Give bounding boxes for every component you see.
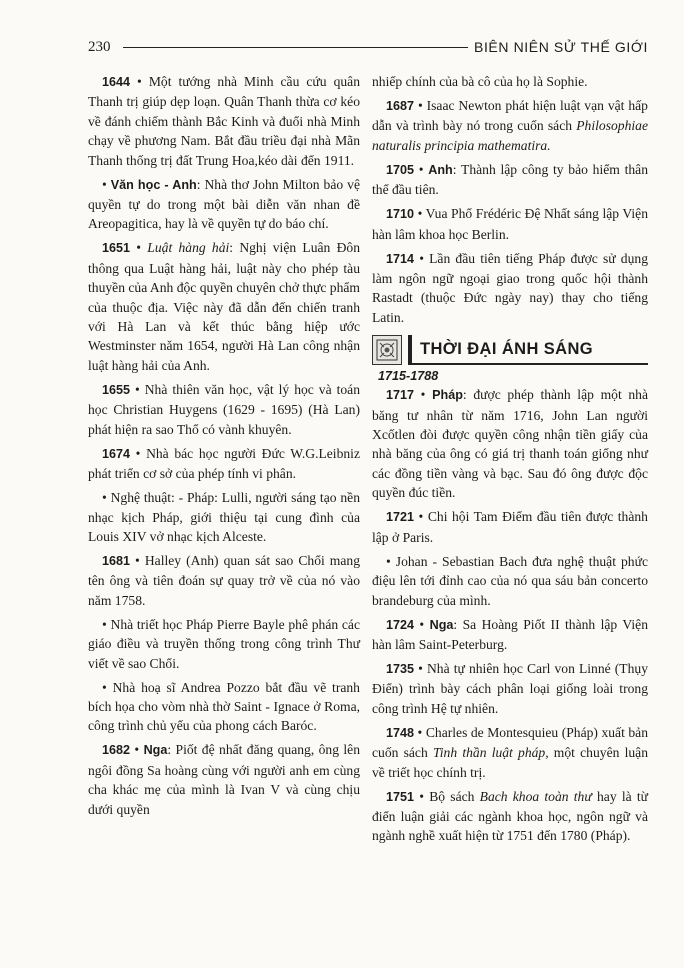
entry-year: 1721 [386,510,415,525]
timeline-entry [372,96,648,155]
entry-text: nhiếp chính của bà cô của họ là Sophie. [372,74,588,89]
entry-work-title: Bach khoa toàn thư [479,788,592,804]
entry-label: Anh [428,162,453,177]
bullet-separator: • [102,490,111,506]
bullet-separator: • [414,788,430,804]
bullet-separator: • [414,509,428,525]
section-heading [372,335,648,365]
entry-text: Nghệ thuật: - Pháp: Lulli, người sáng tạo nền nhạc kịch Pháp, giới thiệu tại cung đình của Louis XIV vở nhạc kịch Alceste. [88,490,360,544]
entry-text: Halley (Anh) quan sát sao Chổi mang tên ông và tiên đoán sự quay trở về của nó vào năm 1758. [88,552,361,608]
entry-text: Nhà tự nhiên học Carl von Linné (Thụy Điển) trình bày cách phân loại giống loài trong công trình Hệ tự nhiên. [372,660,648,716]
timeline-entry [88,238,360,375]
bullet-separator: • [386,553,396,569]
entry-text-tail: hay là từ điển luận giải các ngành khoa học, ngôn ngữ và ngành nghề xuất hiện từ 1751 đến 1780 (Pháp). [372,788,648,844]
bullet-separator: • [102,679,113,695]
entry-year: 1682 [102,743,131,758]
entry-text: Nhà hoạ sĩ Andrea Pozzo bắt đầu vẽ tranh bích họa cho vòm nhà thờ Saint - Ignace ở Roma, công trình chủ yếu của phong cách Baróc. [88,679,360,734]
timeline-entry [88,444,360,484]
timeline-entry [372,723,648,782]
entry-text: Một tướng nhà Minh cầu cứu quân Thanh trị giúp dẹp loạn. Quân Thanh thừa cơ kéo về đánh chiếm thành Bắc Kinh và đuổi nhà Minh chạy về phương Nam. Bắt đầu triều đại nhà Mãn Thanh thống trị đất Trung Hoa,kéo dài đến 1911. [88,74,360,168]
entry-year: 1687 [386,99,415,113]
timeline-entry [88,551,360,610]
timeline-entry [372,507,648,547]
timeline-entry [372,787,648,846]
entry-year: 1674 [102,446,131,461]
bullet-separator: • [130,742,144,758]
entry-text: Lần đầu tiên tiếng Pháp được sử dụng làm ngôn ngữ ngoại giao trong quốc hội thành Rastadt (thuộc Đức ngày nay) thay cho tiếng Latin. [372,250,648,325]
entry-text: : Thành lập công ty bảo hiểm thân thể đầu tiên. [372,161,648,198]
page-header [88,36,648,58]
timeline-entry [88,615,360,673]
entry-year: 1748 [386,725,415,740]
timeline-entry [372,659,648,718]
bullet-separator: • [414,387,433,403]
timeline-entry [88,72,360,170]
entry-text: Johan - Sebastian Bach đưa nghệ thuật phức điệu lên tới đỉnh cao của nó qua sáu bản concerto brandeburg của mình. [372,553,648,608]
timeline-entry [88,678,360,736]
entry-text: Chi hội Tam Điểm đầu tiên được thành lập ở Paris. [372,509,648,545]
entry-text: : Nhà thơ John Milton bảo vệ quyền tự do trong một bài diễn văn nhan đề Areopagitica, hay là về quyền tự do báo chí. [88,176,360,232]
entry-year: 1644 [102,75,131,89]
bullet-separator: • [102,616,111,632]
page-number: 230 [88,38,111,55]
entry-year: 1735 [386,661,415,676]
timeline-entry [88,740,360,819]
entry-label: Nga [429,617,454,632]
bullet-separator: • [414,250,430,266]
entry-year: 1714 [386,251,415,266]
entry-text: : Sa Hoàng Piốt II thành lập Viện hàn lâm Saint-Peterburg. [372,616,648,652]
ornament-icon [372,335,402,365]
entry-text: : Nghị viện Luân Đôn thông qua Luật hàng hải, luật này cho phép tàu thuyền của Anh độc quyền chuyên chở thực phẩm của thuộc địa. Việc này đã dẫn đến chiến tranh với Hà Lan và kết thúc bằng hiệp ước Westminster năm 1654, người Hà Lan công nhận luật hàng hải của Anh. [88,240,361,373]
bullet-separator: • [414,161,429,177]
bullet-separator: • [130,381,145,397]
timeline-entry [372,204,648,244]
entry-text: Nhà bác học người Đức W.G.Leibniz phát triển cơ sở của phép tính vi phân. [88,445,360,482]
running-title: BIÊN NIÊN SỬ THẾ GIỚI [474,39,648,55]
entry-label: Văn học - Anh [110,177,197,192]
bullet-separator: • [130,445,147,461]
bullet-separator: • [414,616,430,632]
entry-text: : được phép thành lập một nhà băng tư nhân từ năm 1716, John Lan người Xcốtlen đòi được quyền công nhận tiền giấy của nhà băng của ông có giá trị thanh toán giống như các đồng tiền vàng và bạc. Sau đó ông được độc quyền đúc tiền. [372,387,649,501]
timeline-entry [372,552,648,610]
entry-year: 1681 [102,553,131,568]
bullet-separator: • [130,552,145,568]
timeline-entry [372,249,648,328]
entry-text: Vua Phổ Frédéric Đệ Nhất sáng lập Viện hàn lâm khoa học Berlin. [372,206,649,242]
timeline-entry [372,72,648,91]
bullet-separator: • [130,240,148,256]
bullet-separator: • [414,206,426,222]
entry-work-title: Tinh thần luật pháp [432,745,546,761]
section-title: THỜI ĐẠI ÁNH SÁNG [408,335,648,365]
entry-text: Nhà thiên văn học, vật lý học và toán học Christian Huygens (1629 - 1695) (Hà Lan) phát hiện ra sao Thổ có vành khuyên. [88,381,360,437]
entry-text: Nhà triết học Pháp Pierre Bayle phê phán các giáo điều và truyền thống trong công trình Thư viết về sao Chổi. [88,616,360,671]
timeline-entry [372,615,648,655]
timeline-entry [88,380,360,439]
entry-text: Bộ sách [429,788,480,804]
entry-year: 1717 [386,388,415,403]
entry-label: Pháp [432,388,463,403]
entry-year: 1655 [102,382,131,397]
section-date-range: 1715-1788 [378,369,439,384]
entry-year: 1705 [386,162,415,177]
bullet-separator: • [414,724,426,740]
entry-work-title: Philosophiae naturalis principia mathematira. [372,118,648,153]
right-column [372,72,648,850]
entry-text-tail: , một chuyên luận về triết học chính trị. [372,745,648,780]
bullet-separator: • [102,176,111,192]
bullet-separator: • [414,98,427,113]
entry-label: Luật hàng hải [147,240,230,256]
timeline-entry [372,385,648,502]
entry-text: : Piốt đệ nhất đăng quang, ông lên ngôi đồng Sa hoàng cùng với người anh em cùng cha khác mẹ của mình là Ivan V và cùng chịu dưới quyền [88,742,360,817]
entry-year: 1751 [386,789,415,804]
timeline-entry [88,175,360,234]
entry-text: Charles de Montesquieu (Pháp) xuất bản cuốn sách [372,724,648,761]
timeline-entry [88,488,360,546]
left-column [88,72,360,824]
bullet-separator: • [414,660,427,676]
entry-year: 1724 [386,617,415,632]
entry-label: Nga [143,743,168,758]
entry-year: 1651 [102,241,131,256]
bullet-separator: • [130,74,149,89]
entry-year: 1710 [386,207,415,222]
timeline-entry [372,160,648,200]
entry-text: Isaac Newton phát hiện luật vạn vật hấp dẫn và trình bày nó trong cuốn sách [372,98,648,134]
header-rule [123,47,469,48]
